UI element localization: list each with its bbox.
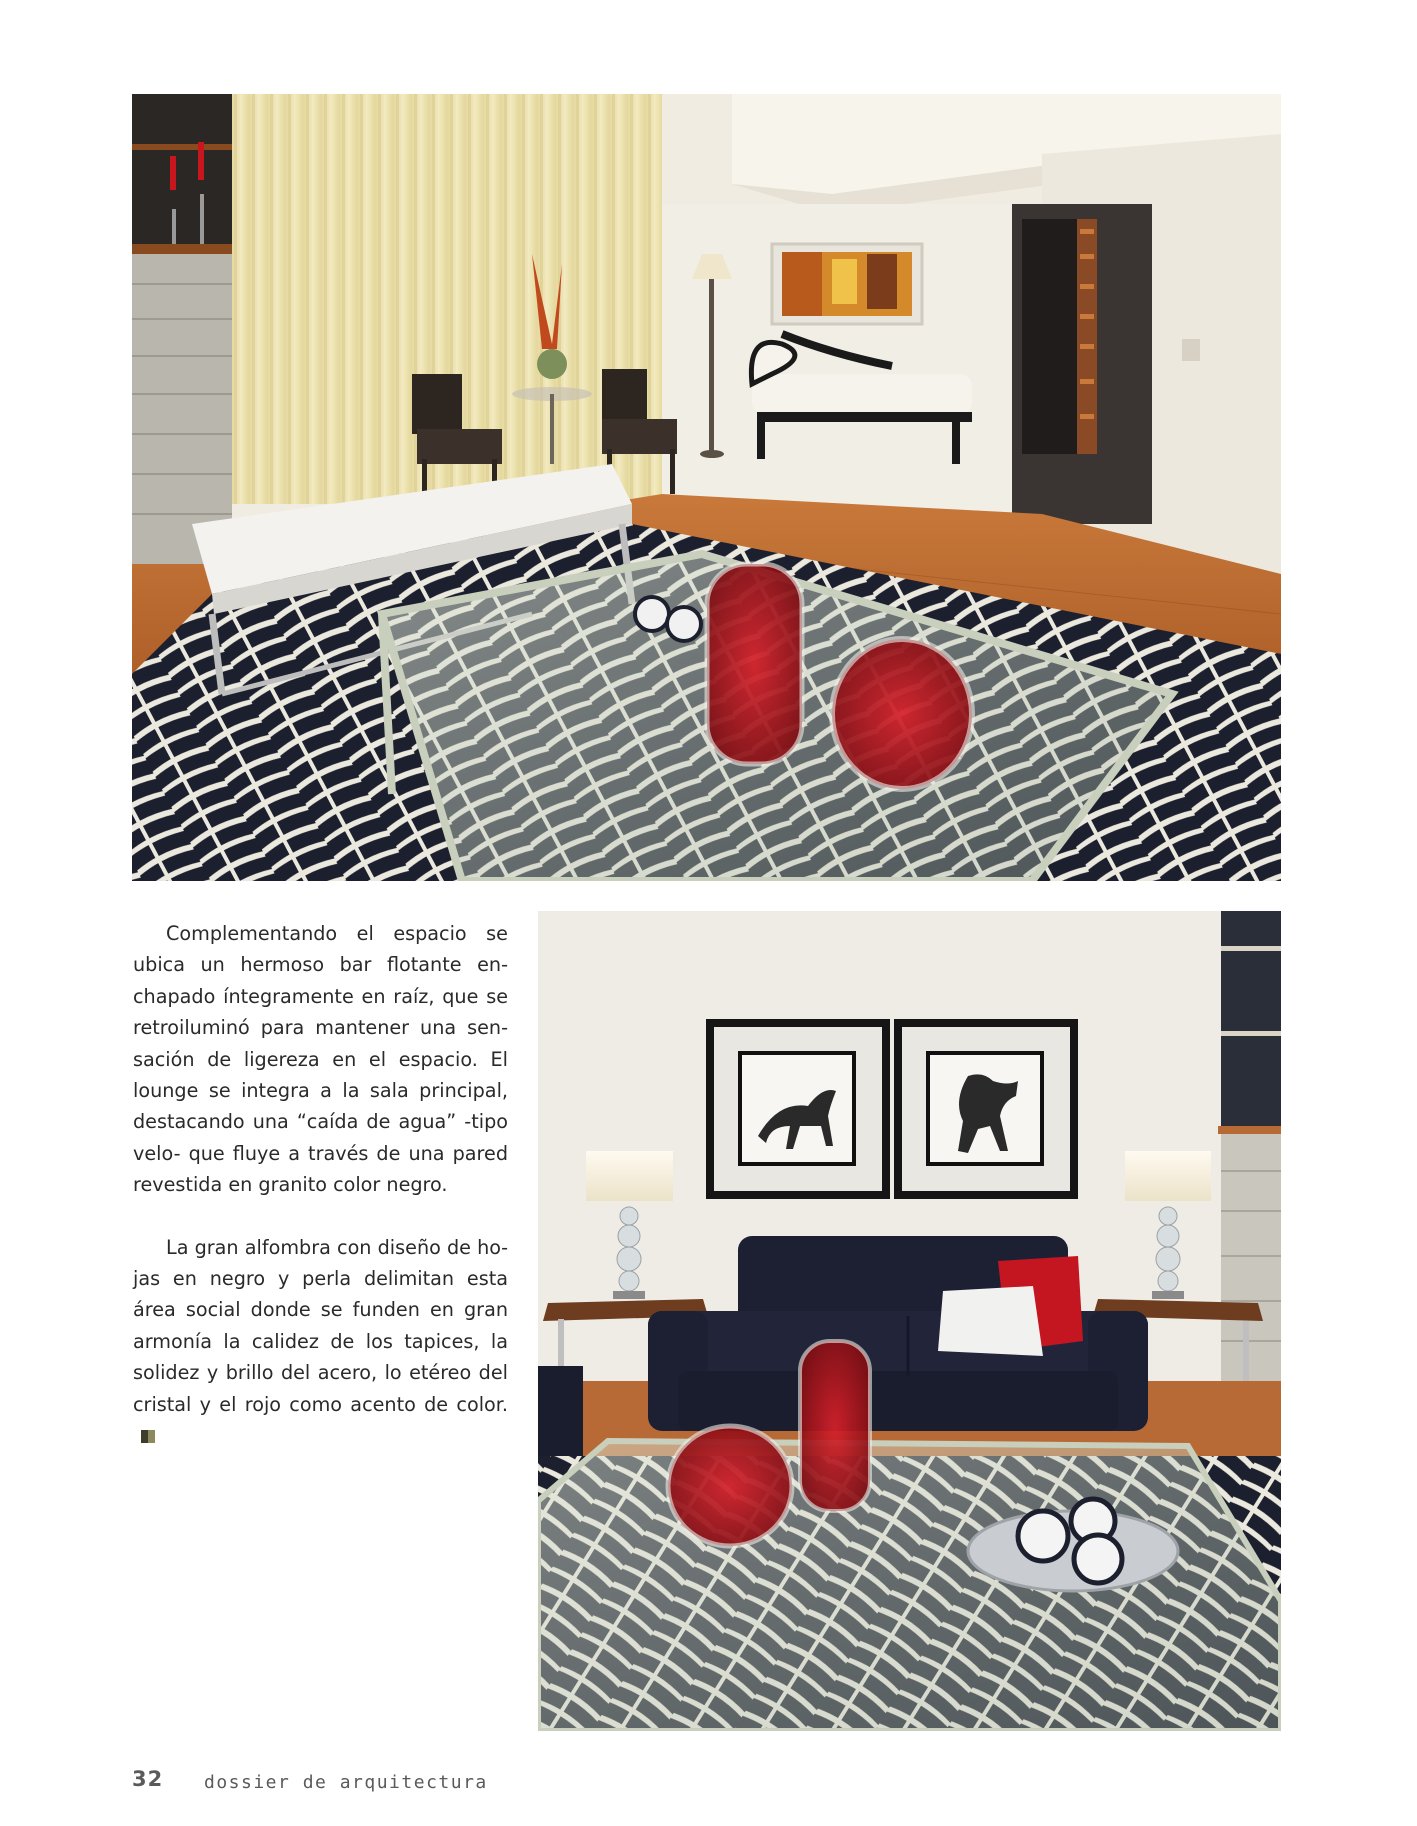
living-room-photo-illustration [538, 911, 1281, 1731]
end-of-article-square-icon [141, 1430, 155, 1443]
lounge-photo-illustration [132, 94, 1281, 881]
lounge-photo [132, 94, 1281, 881]
living-room-photo [538, 911, 1281, 1731]
publication-name: dossier de arquitectura [204, 1772, 488, 1793]
article-text [133, 918, 508, 1483]
article-paragraph-2 [133, 1232, 508, 1452]
article-paragraph-2-text: La gran alfombra con diseño de hojas en negro y perla delimitan esta área social donde se funden en gran armonía la calidez de los tapices, la solidez y brillo del acero, lo etéreo del cristal y el rojo como acento de color. [133, 1235, 508, 1416]
article-paragraph-1: Complementando el espacio se ubica un hermoso bar flotante enchapado íntegramente en raíz, que se retroiluminó para mantener una sensación de ligereza en el espacio. El lounge se integra a la sala principal, destacando una “caída de agua” -tipo velo- que fluye a través de una pared revestida en granito color negro. [133, 922, 508, 1197]
page-number: 32 [132, 1767, 164, 1791]
